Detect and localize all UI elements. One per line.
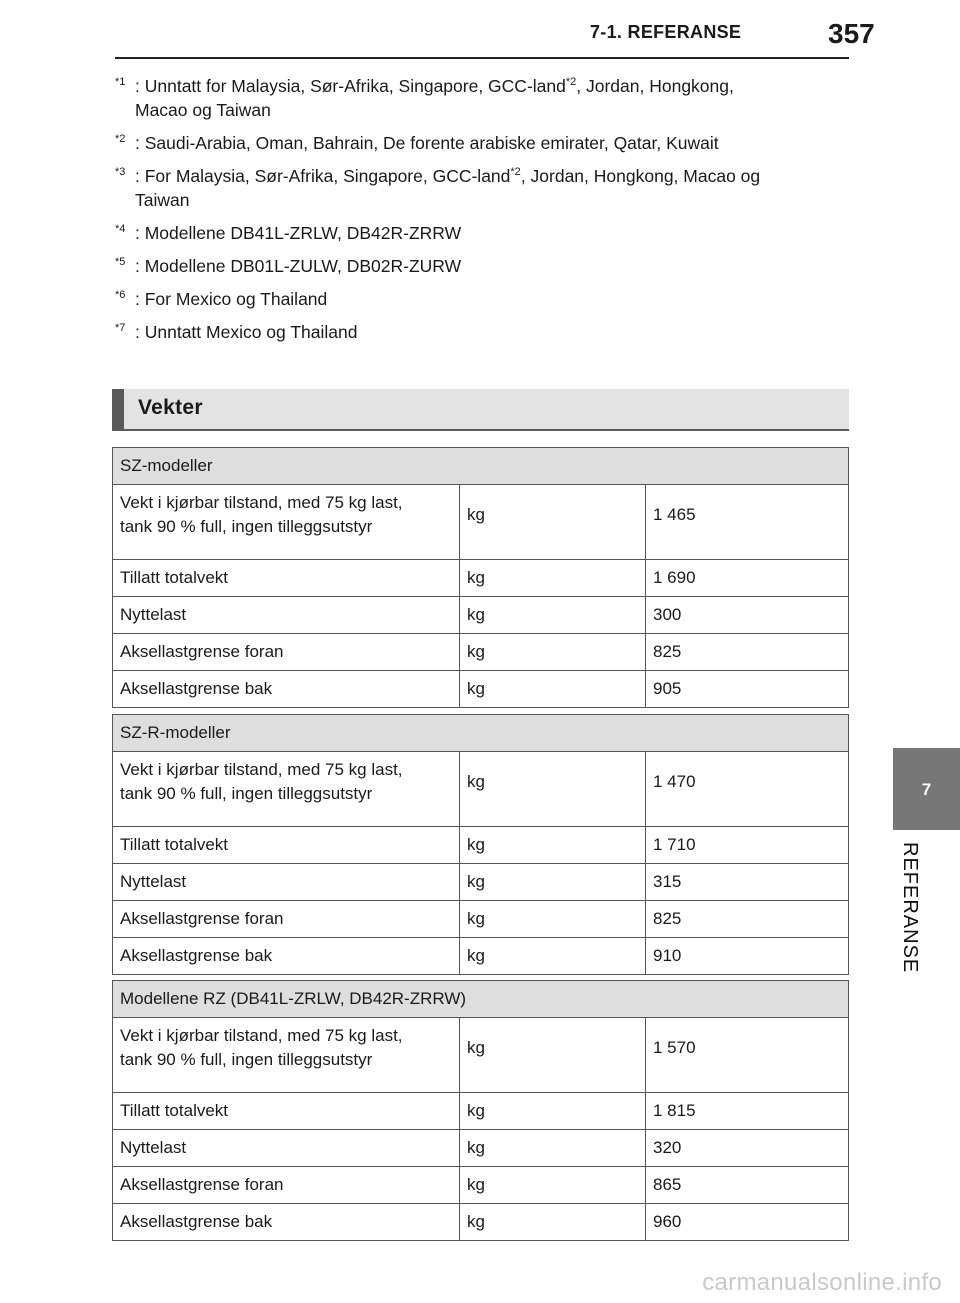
row-label [113, 938, 460, 975]
footnote [115, 287, 855, 311]
row-value: 905 [646, 671, 849, 708]
row-unit: kg [460, 597, 646, 634]
row-unit: kg [460, 560, 646, 597]
table-row [113, 597, 849, 634]
row-unit: kg [460, 671, 646, 708]
row-unit: kg [460, 1130, 646, 1167]
table-row [113, 901, 849, 938]
footnote-continuation: Taiwan [135, 190, 190, 210]
footnote-marker [115, 164, 125, 188]
footnote-text: : Unntatt Mexico og Thailand [135, 322, 358, 342]
footnote [115, 131, 855, 155]
table-header-row [113, 715, 849, 752]
row-unit: kg [460, 864, 646, 901]
footnotes [115, 74, 855, 353]
row-label-line: Aksellastgrense bak [120, 679, 273, 698]
row-label-line: tank 90 % full, ingen tilleggsutstyr [120, 517, 373, 536]
header-rule [115, 57, 849, 59]
row-label [113, 485, 460, 560]
row-value: 825 [646, 901, 849, 938]
footnote-text: : For Mexico og Thailand [135, 289, 328, 309]
table-row [113, 1093, 849, 1130]
table-title: SZ-R-modeller [113, 715, 849, 752]
footnote [115, 254, 855, 278]
row-unit: kg [460, 901, 646, 938]
row-label-line: Tillatt totalvekt [120, 568, 229, 587]
table-row [113, 827, 849, 864]
row-value: 1 815 [646, 1093, 849, 1130]
row-label [113, 827, 460, 864]
page-number: 357 [828, 18, 875, 49]
row-value: 1 570 [646, 1018, 849, 1093]
row-label [113, 1018, 460, 1093]
table-row [113, 752, 849, 827]
row-label-line: Nyttelast [120, 872, 187, 891]
footnote-text: : Modellene DB01L-ZULW, DB02R-ZURW [135, 256, 462, 276]
row-value: 1 470 [646, 752, 849, 827]
row-label-line: Vekt i kjørbar tilstand, med 75 kg last, [120, 493, 403, 512]
footnote-marker [115, 221, 125, 245]
row-label-line: Aksellastgrense bak [120, 946, 273, 965]
footnote-ref: *2 [510, 166, 521, 178]
row-unit: kg [460, 1167, 646, 1204]
footnote-text: : Modellene DB41L-ZRLW, DB42R-ZRRW [135, 223, 462, 243]
footnote-mark: *4 [115, 223, 126, 235]
row-label-line: Aksellastgrense bak [120, 1212, 273, 1231]
row-unit: kg [460, 485, 646, 560]
footnote-mark: *1 [115, 76, 126, 88]
row-label [113, 901, 460, 938]
section-heading: 7-1. REFERANSE [590, 22, 742, 42]
row-label [113, 560, 460, 597]
row-label-line: tank 90 % full, ingen tilleggsutstyr [120, 1050, 373, 1069]
row-label [113, 1204, 460, 1241]
row-label [113, 597, 460, 634]
row-unit: kg [460, 1093, 646, 1130]
footnote-ref: *2 [565, 76, 577, 88]
table-row [113, 864, 849, 901]
table-row [113, 1018, 849, 1093]
row-value: 1 465 [646, 485, 849, 560]
row-value: 825 [646, 634, 849, 671]
row-label [113, 864, 460, 901]
footnote-marker [115, 287, 125, 311]
row-unit: kg [460, 938, 646, 975]
section-title-bar [112, 389, 849, 431]
row-value: 1 690 [646, 560, 849, 597]
row-label [113, 671, 460, 708]
footnote [115, 164, 855, 212]
row-value: 1 710 [646, 827, 849, 864]
row-value: 960 [646, 1204, 849, 1241]
footnote [115, 320, 855, 344]
row-label-line: Nyttelast [120, 605, 187, 624]
weights-table-rz [112, 980, 849, 1241]
footnote-mark: *7 [115, 322, 126, 334]
footnote-text: : Unntatt for Malaysia, Sør-Afrika, Singapore, GCC-land [135, 76, 566, 96]
table-title: Modellene RZ (DB41L-ZRLW, DB42R-ZRRW) [113, 981, 849, 1018]
row-label [113, 634, 460, 671]
row-label-line: Nyttelast [120, 1138, 187, 1157]
footnote-mark: *2 [115, 133, 126, 145]
row-label [113, 1093, 460, 1130]
row-unit: kg [460, 634, 646, 671]
table-title: SZ-modeller [113, 448, 849, 485]
footnote [115, 221, 855, 245]
footnote-marker [115, 320, 125, 344]
footnote-text: , Jordan, Hongkong, Macao og [520, 166, 761, 186]
row-label-line: Aksellastgrense foran [120, 909, 284, 928]
row-unit: kg [460, 752, 646, 827]
row-label [113, 752, 460, 827]
row-label [113, 1167, 460, 1204]
footnote-mark: *3 [115, 166, 126, 178]
footnote-marker [115, 131, 125, 155]
table-row [113, 1167, 849, 1204]
table-header-row [113, 981, 849, 1018]
footnote-text: , Jordan, Hongkong, [576, 76, 734, 96]
row-label-line: Tillatt totalvekt [120, 835, 229, 854]
footnote-marker [115, 254, 125, 278]
weights-table-sz-r [112, 714, 849, 975]
chapter-label: REFERANSE [899, 842, 921, 974]
table-row [113, 671, 849, 708]
row-unit: kg [460, 1018, 646, 1093]
table-row [113, 560, 849, 597]
table-row [113, 1204, 849, 1241]
footnote-text: : Saudi-Arabia, Oman, Bahrain, De forente arabiske emirater, Qatar, Kuwait [135, 133, 719, 153]
footnote [115, 74, 855, 122]
footnote-mark: *5 [115, 256, 126, 268]
row-value: 315 [646, 864, 849, 901]
row-label-line: Vekt i kjørbar tilstand, med 75 kg last, [120, 1026, 403, 1045]
row-unit: kg [460, 827, 646, 864]
table-header-row [113, 448, 849, 485]
row-label-line: Aksellastgrense foran [120, 642, 284, 661]
table-row [113, 485, 849, 560]
row-label-line: Vekt i kjørbar tilstand, med 75 kg last, [120, 760, 403, 779]
footnote-continuation: Macao og Taiwan [135, 100, 271, 120]
row-value: 320 [646, 1130, 849, 1167]
section-title: Vekter [138, 396, 203, 419]
weights-table-sz [112, 447, 849, 708]
row-label-line: tank 90 % full, ingen tilleggsutstyr [120, 784, 373, 803]
row-label-line: Tillatt totalvekt [120, 1101, 229, 1120]
table-row [113, 938, 849, 975]
table-row [113, 1130, 849, 1167]
footnote-marker [115, 74, 125, 98]
footnote-mark: *6 [115, 289, 126, 301]
row-label [113, 1130, 460, 1167]
row-value: 910 [646, 938, 849, 975]
chapter-tab[interactable] [893, 748, 960, 830]
row-label-line: Aksellastgrense foran [120, 1175, 284, 1194]
chapter-number: 7 [921, 780, 932, 799]
watermark: carmanualsonline.info [702, 1269, 942, 1296]
footnote-text: : For Malaysia, Sør-Afrika, Singapore, GCC-land [135, 166, 511, 186]
row-value: 865 [646, 1167, 849, 1204]
row-value: 300 [646, 597, 849, 634]
table-row [113, 634, 849, 671]
row-unit: kg [460, 1204, 646, 1241]
